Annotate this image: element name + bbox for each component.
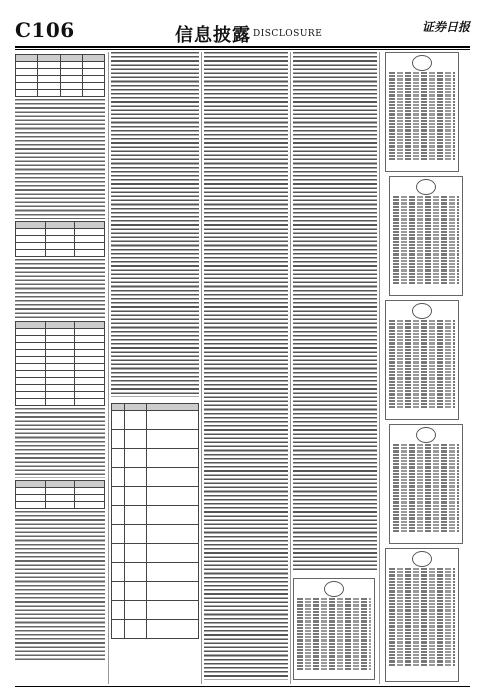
seal-stamp [412,551,432,567]
body-text [15,99,105,219]
seal-stamp [324,581,344,597]
column-divider [290,52,291,684]
seal-stamp [416,179,436,195]
financial-statement-image [385,52,459,172]
data-table [15,480,105,509]
column-divider [108,52,109,684]
financial-statement-image [293,578,375,680]
body-text [15,259,105,319]
data-table [111,403,199,639]
column-3 [204,52,288,684]
financial-statement-image [389,176,463,296]
body-text [15,408,105,478]
financial-statement-image [389,424,463,544]
financial-statement-image [385,300,459,420]
column-2 [111,52,199,684]
masthead-logo: 证券日报 [421,20,470,34]
body-text [293,52,377,572]
body-text [15,511,105,661]
data-table [15,321,105,406]
data-table [15,221,105,257]
header-rule [15,46,470,48]
seal-stamp [412,303,432,319]
seal-stamp [412,55,432,71]
header-rule-thin [15,49,470,50]
body-text [204,52,288,680]
page-header [15,18,470,46]
section-title: 信息披露 [175,25,251,46]
footer-rule [15,686,470,687]
column-divider [201,52,202,684]
data-table [15,54,105,97]
column-5 [383,52,470,684]
section-title-en: DISCLOSURE [253,29,323,39]
page-number: C106 [15,18,75,42]
body-text [111,52,199,397]
financial-statement-image [385,548,459,682]
column-4 [293,52,377,684]
column-divider [379,52,380,684]
seal-stamp [416,427,436,443]
column-1 [15,52,105,684]
